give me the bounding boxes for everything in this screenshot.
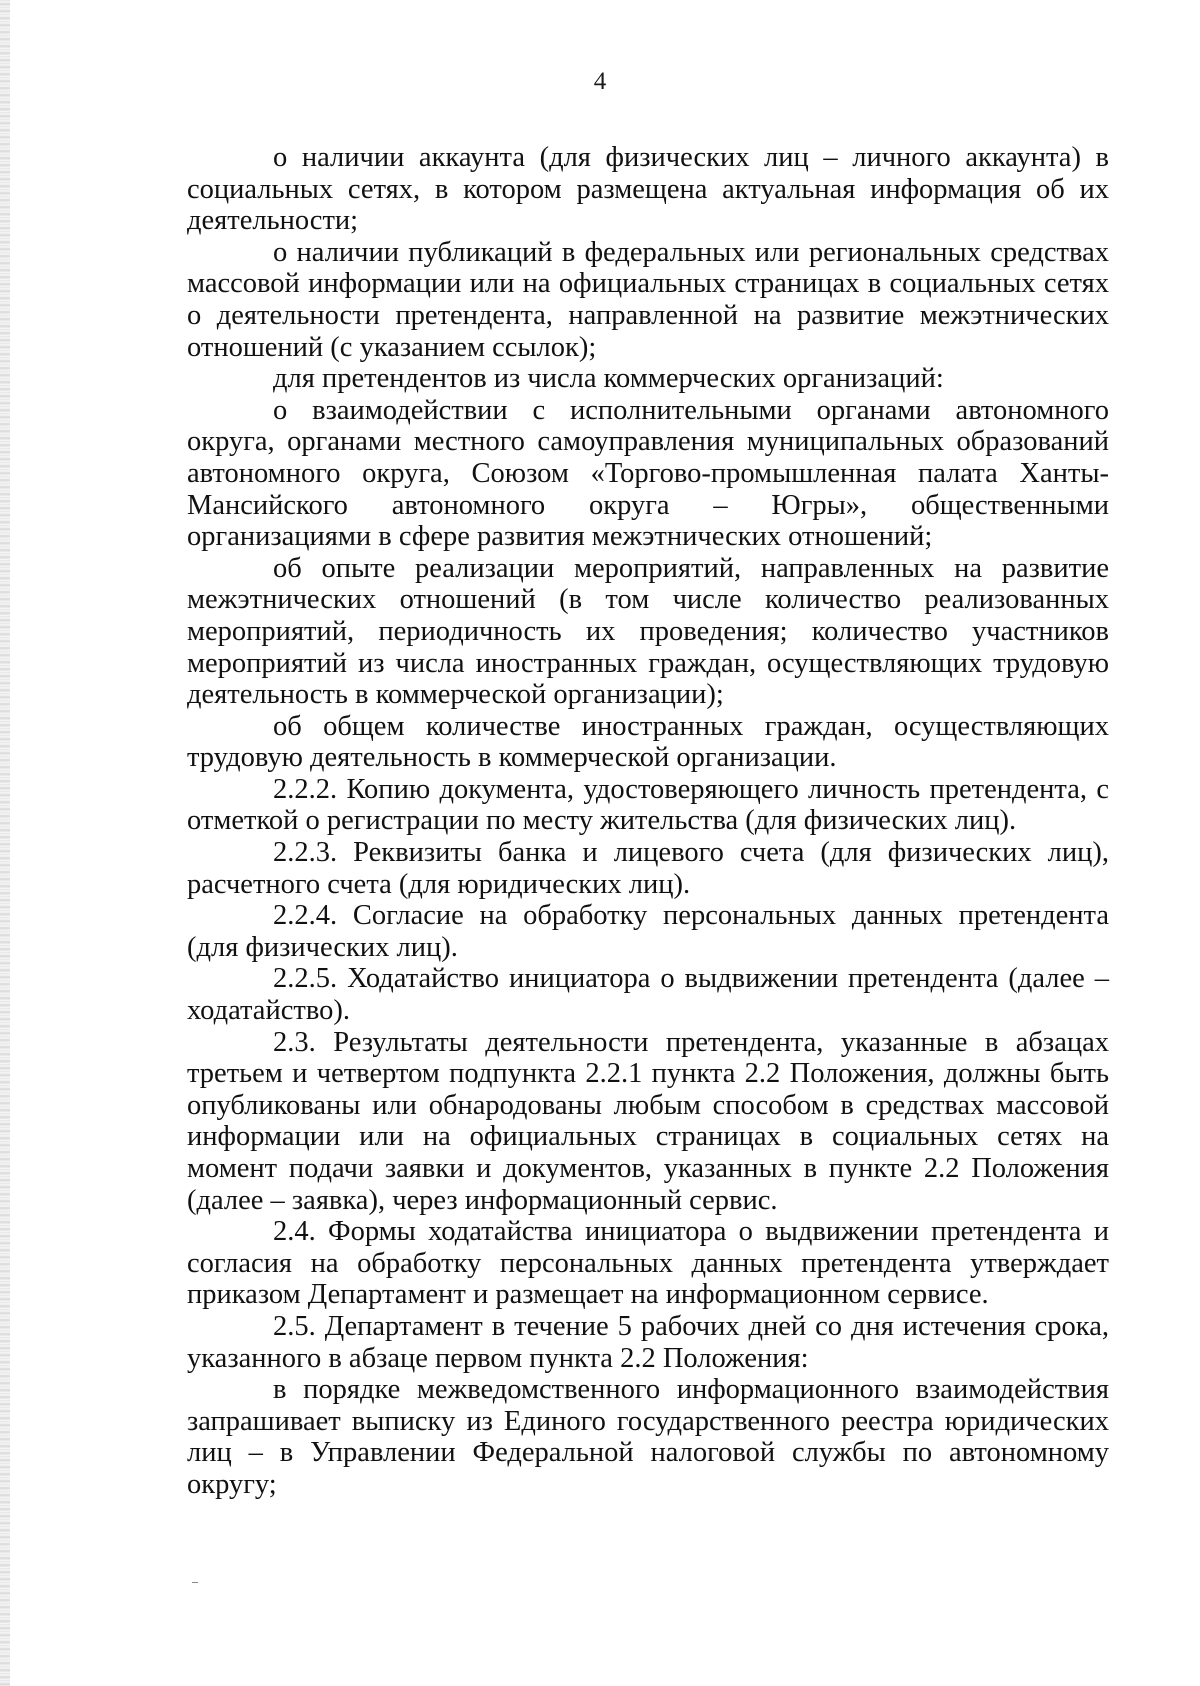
scan-edge-artifact <box>0 0 10 1686</box>
scan-speck <box>192 1582 198 1583</box>
paragraph: об опыте реализации мероприятий, направленных на развитие межэтнических отношений (в том числе количество реализованных мероприятий, периодичность их проведения; количество участников мероприятий из числа иностранных граждан, осуществляющих трудовую деятельность в коммерческой организации); <box>187 552 1109 711</box>
paragraph: 2.2.3. Реквизиты банка и лицевого счета (для физических лиц), расчетного счета (для юридических лиц). <box>187 837 1109 900</box>
paragraph: о взаимодействии с исполнительными органами автономного округа, органами местного самоуправления муниципальных образований автономного округа, Союзом «Торгово-промышленная палата Ханты-Мансийского автономного округа – Югры», общественными организациями в сфере развития межэтнических отношений; <box>187 394 1109 553</box>
paragraph: для претендентов из числа коммерческих организаций: <box>273 363 944 395</box>
paragraph: 2.3. Результаты деятельности претендента, указанные в абзацах третьем и четвертом подпункта 2.2.1 пункта 2.2 Положения, должны быть опубликованы или обнародованы любым способом в средствах массовой информации или на официальных страницах в социальных сетях на момент подачи заявки и документов, указанных в пункте 2.2 Положения (далее – заявка), через информационный сервис. <box>187 1026 1109 1216</box>
paragraph: 2.5. Департамент в течение 5 рабочих дней со дня истечения срока, указанного в абзаце первом пункта 2.2 Положения: <box>187 1310 1109 1374</box>
paragraph: в порядке межведомственного информационного взаимодействия запрашивает выписку из Единого государственного реестра юридических лиц – в Управлении Федеральной налоговой службы по автономному округу; <box>187 1374 1109 1500</box>
paragraph: 2.2.4. Согласие на обработку персональных данных претендента (для физических лиц). <box>187 900 1109 963</box>
paragraph: 2.2.5. Ходатайство инициатора о выдвижении претендента (далее – ходатайство). <box>187 963 1109 1027</box>
paragraph: о наличии публикаций в федеральных или региональных средствах массовой информации или на официальных страницах в социальных сетях о деятельности претендента, направленной на развитие межэтнических отношений (с указанием ссылок); <box>187 236 1109 363</box>
paragraph: об общем количестве иностранных граждан, осуществляющих трудовую деятельность в коммерческой организации. <box>187 710 1109 774</box>
paragraph: 2.4. Формы ходатайства инициатора о выдвижении претендента и согласия на обработку персональных данных претендента утверждает приказом Департамент и размещает на информационном сервисе. <box>187 1216 1109 1311</box>
paragraph: 2.2.2. Копию документа, удостоверяющего личность претендента, с отметкой о регистрации по месту жительства (для физических лиц). <box>187 773 1109 837</box>
page-number: 4 <box>593 68 607 95</box>
document-body <box>187 142 1109 1501</box>
paragraph: о наличии аккаунта (для физических лиц – личного аккаунта) в социальных сетях, в котором размещена актуальная информация об их деятельности; <box>187 142 1109 237</box>
